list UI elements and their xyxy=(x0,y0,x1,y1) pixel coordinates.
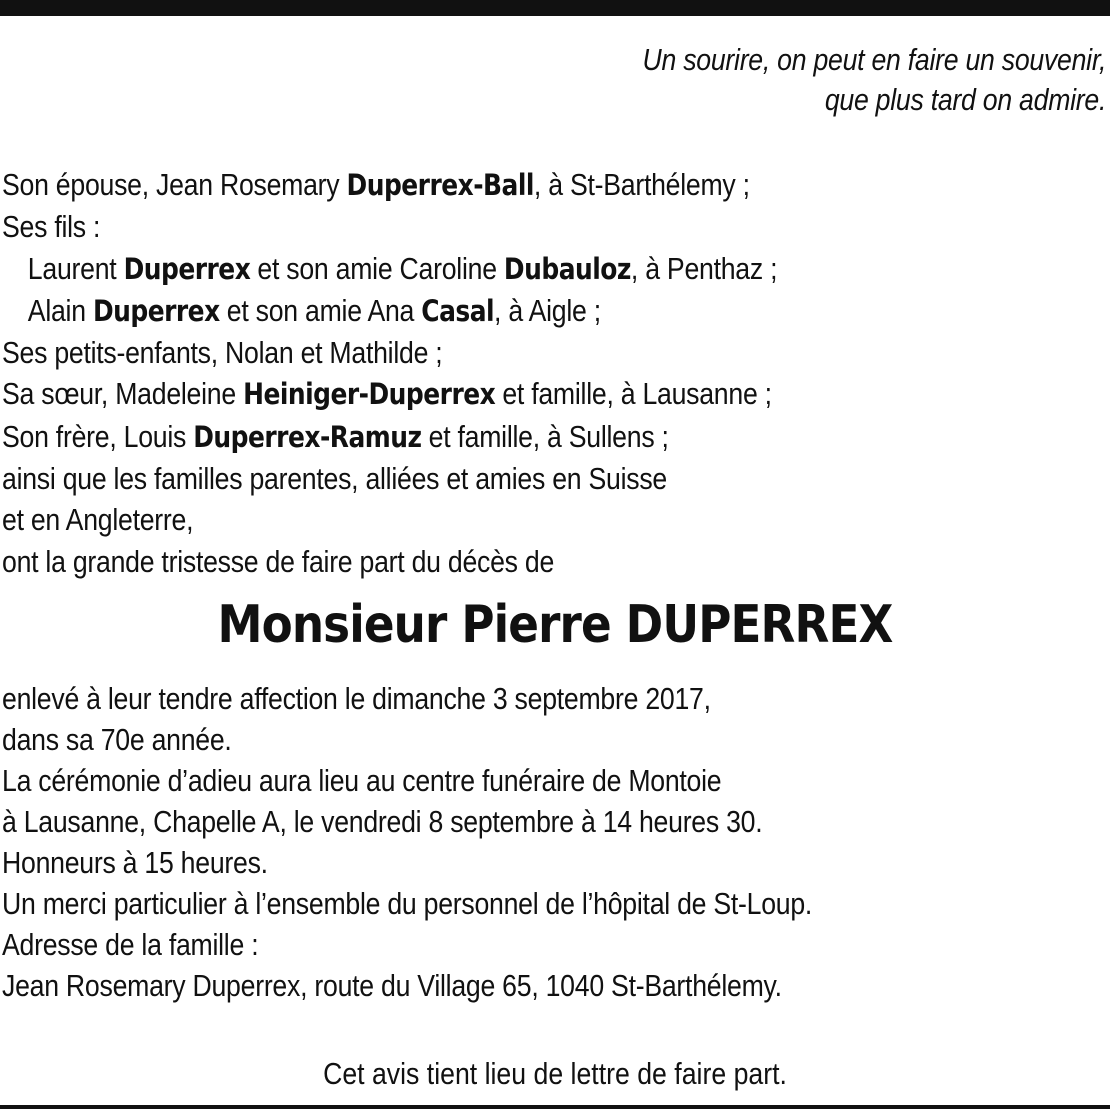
brother-line xyxy=(2,416,777,458)
son1-post: , à Penthaz ; xyxy=(630,250,778,286)
son2-mid: et son amie Ana xyxy=(219,292,422,328)
details-line-8: Jean Rosemary Duperrex, route du Village 65, 1040 St-Barthélemy. xyxy=(2,968,782,1003)
announce-line: ont la grande tristesse de faire part du décès de xyxy=(2,543,555,579)
son1-partner-name: Dubauloz xyxy=(503,251,631,286)
details-line-4: à Lausanne, Chapelle A, le vendredi 8 septembre à 14 heures 30. xyxy=(2,804,763,839)
grandchildren-line: Ses petits-enfants, Nolan et Mathilde ; xyxy=(2,335,443,371)
brother-name: Duperrex-Ramuz xyxy=(193,419,422,454)
ceremony-details xyxy=(2,678,812,1006)
son1-line xyxy=(2,248,777,290)
son2-partner-name: Casal xyxy=(421,293,495,328)
details-line-2: dans sa 70e année. xyxy=(2,722,232,757)
spouse-pre: Son épouse, Jean Rosemary xyxy=(2,167,347,202)
others-line-2: et en Angleterre, xyxy=(2,502,194,538)
spouse-post: , à St-Barthélemy ; xyxy=(533,167,750,202)
quote-line-1: Un sourire, on peut en faire un souvenir, xyxy=(642,42,1106,77)
top-rule xyxy=(0,0,1110,16)
son2-post: , à Aigle ; xyxy=(494,292,601,328)
epigraph-quote xyxy=(642,40,1106,120)
son1-pre: Laurent xyxy=(27,250,124,286)
bottom-rule xyxy=(0,1105,1110,1109)
details-line-3: La cérémonie d’adieu aura lieu au centre funéraire de Montoie xyxy=(2,763,722,798)
details-line-1: enlevé à leur tendre affection le dimanche 3 septembre 2017, xyxy=(2,681,711,716)
sister-name: Heiniger-Duperrex xyxy=(243,377,496,412)
son2-pre: Alain xyxy=(27,292,93,328)
deceased-name: Monsieur Pierre DUPERREX xyxy=(217,595,893,655)
brother-pre: Son frère, Louis xyxy=(2,418,194,454)
details-line-7: Adresse de la famille : xyxy=(2,927,259,962)
sister-pre: Sa sœur, Madeleine xyxy=(2,376,244,412)
son2-line xyxy=(2,290,777,332)
details-line-6: Un merci particulier à l’ensemble du personnel de l’hôpital de St-Loup. xyxy=(2,886,813,921)
quote-line-2: que plus tard on admire. xyxy=(824,82,1106,117)
closing-note: Cet avis tient lieu de lettre de faire part. xyxy=(323,1056,787,1091)
sons-heading: Ses fils : xyxy=(2,209,101,245)
brother-post: et famille, à Sullens ; xyxy=(421,418,669,454)
sister-line xyxy=(2,373,777,415)
son2-name: Duperrex xyxy=(92,293,220,328)
son1-name: Duperrex xyxy=(123,251,251,286)
family-list xyxy=(2,164,777,582)
spouse-name: Duperrex-Ball xyxy=(346,168,534,202)
details-line-5: Honneurs à 15 heures. xyxy=(2,845,268,880)
spouse-line xyxy=(2,164,777,206)
son1-mid: et son amie Caroline xyxy=(250,250,504,286)
others-line-1: ainsi que les familles parentes, alliées et amies en Suisse xyxy=(2,461,667,497)
sister-post: et famille, à Lausanne ; xyxy=(495,376,772,412)
